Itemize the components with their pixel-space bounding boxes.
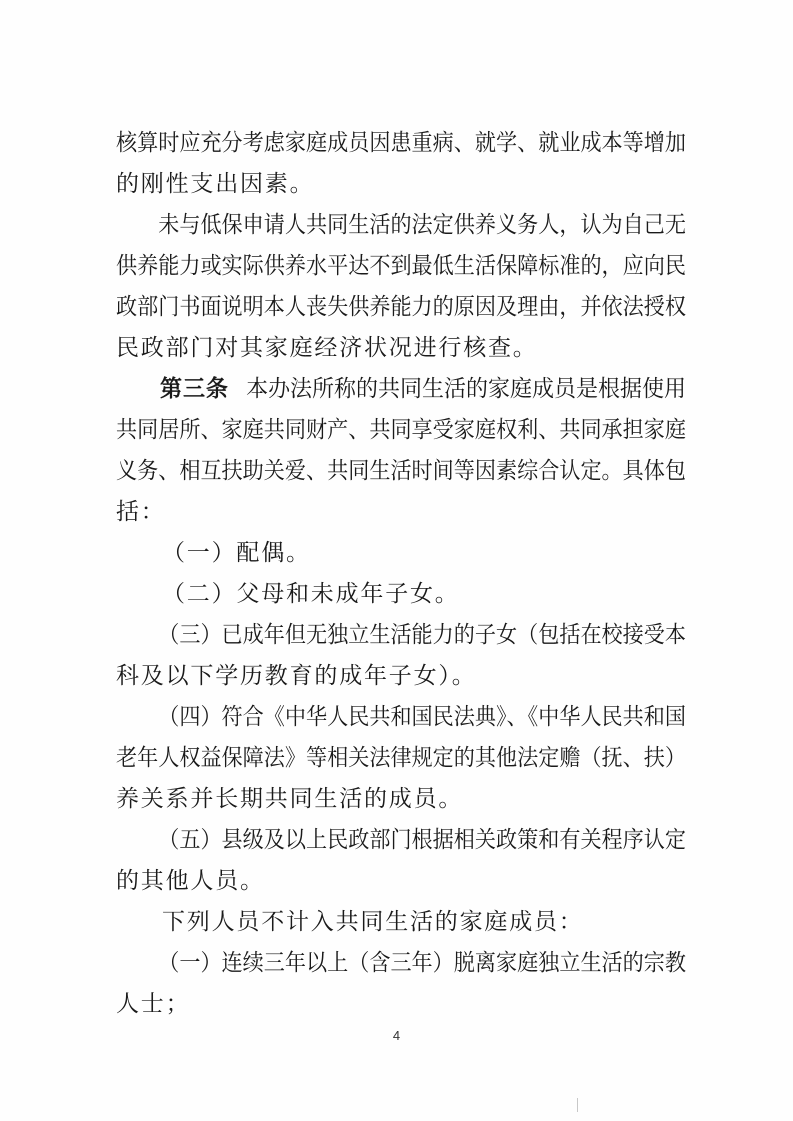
- paragraph-line: 供养能力或实际供养水平达不到最低生活保障标准的，应向民: [116, 253, 686, 279]
- paragraph-line: 科及以下学历教育的成年子女）。: [116, 663, 477, 689]
- list-item: （二）父母和未成年子女。: [162, 581, 460, 607]
- paragraph-line: 的刚性支出因素。: [116, 171, 315, 197]
- paragraph-line: 的其他人员。: [116, 868, 265, 894]
- list-item: （五）县级及以上民政部门根据相关政策和有关程序认定: [158, 827, 686, 853]
- paragraph-line: 括：: [116, 499, 166, 525]
- list-item: （三）已成年但无独立生活能力的子女（包括在校接受本: [158, 622, 686, 648]
- article-label: 第三条: [159, 376, 229, 402]
- article-text: 本办法所称的共同生活的家庭成员是根据使用: [246, 376, 686, 402]
- paragraph-line: 人士；: [116, 991, 191, 1017]
- paragraph-line: 未与低保申请人共同生活的法定供养义务人，认为自己无: [158, 212, 686, 238]
- paragraph-line: 民政部门对其家庭经济状况进行核查。: [116, 335, 538, 361]
- paragraph-line: 共同居所、家庭共同财产、共同享受家庭权利、共同承担家庭: [116, 417, 686, 443]
- list-item: （一）连续三年以上（含三年）脱离家庭独立生活的宗教: [158, 950, 686, 976]
- paragraph-line: 老年人权益保障法》等相关法律规定的其他法定赡（抚、扶）: [116, 745, 686, 771]
- paragraph-line: 核算时应充分考虑家庭成员因患重病、就学、就业成本等增加: [116, 130, 686, 156]
- paragraph-line: 政部门书面说明本人丧失供养能力的原因及理由，并依法授权: [116, 294, 686, 320]
- paragraph-line: 养关系并长期共同生活的成员。: [116, 786, 464, 812]
- list-item: （一）配偶。: [162, 540, 311, 566]
- paragraph-line: 义务、相互扶助关爱、共同生活时间等因素综合认定。具体包: [116, 458, 686, 484]
- page-number: 4: [392, 1028, 401, 1043]
- article-line: [116, 374, 686, 404]
- paragraph-line: 下列人员不计入共同生活的家庭成员：: [162, 909, 584, 935]
- scan-artifact: [577, 1098, 578, 1112]
- list-item: （四）符合《中华人民共和国民法典》、《中华人民共和国: [158, 704, 686, 730]
